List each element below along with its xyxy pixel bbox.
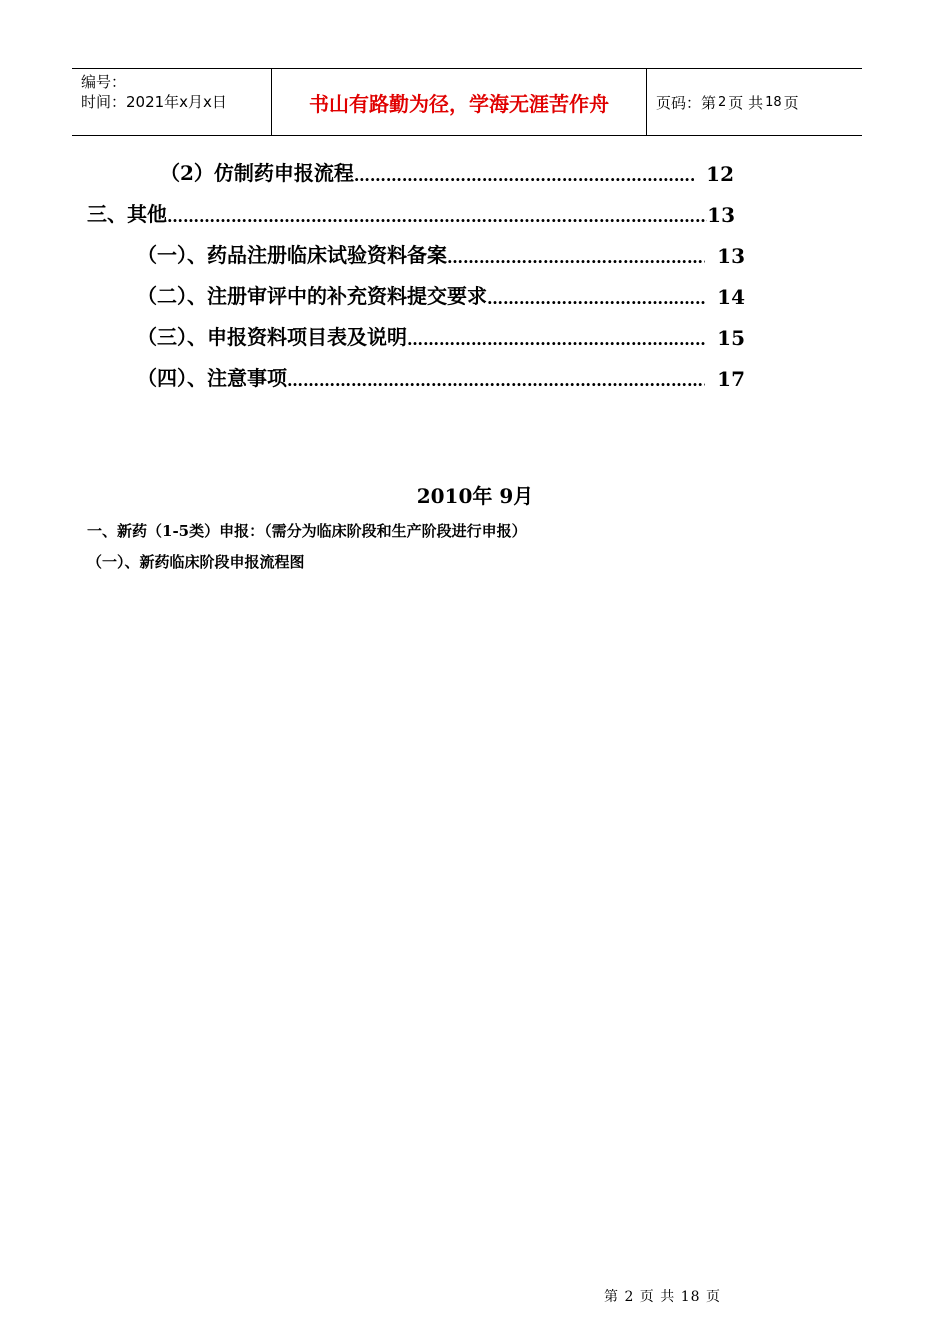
number-label: 编号： — [81, 73, 127, 91]
page-suffix: 页 — [783, 93, 799, 112]
time-label: 时间：2021年x月x日 — [81, 93, 227, 111]
toc-entry-title: （2）仿制药申报流程 — [160, 161, 354, 185]
toc-entry[interactable] — [87, 199, 735, 227]
toc-leader — [487, 289, 705, 309]
toc-leader — [287, 371, 705, 391]
section-heading: 一、新药（1-5类）申报：（需分为临床阶段和生产阶段进行申报） — [87, 522, 527, 540]
toc-entry[interactable] — [160, 158, 734, 186]
subsection-heading: （一）、新药临床阶段申报流程图 — [87, 553, 305, 571]
page-total: 18 — [765, 94, 782, 110]
toc-entry-title: （四）、注意事项 — [137, 366, 287, 390]
toc-entry[interactable] — [137, 363, 745, 391]
toc-entry-title: （一）、药品注册临床试验资料备案 — [137, 243, 447, 267]
toc-entry[interactable] — [137, 322, 745, 350]
page-footer: 第 2 页 共 18 页 — [604, 1289, 721, 1305]
header-page-info — [647, 69, 862, 135]
toc-entry-page: 13 — [707, 203, 735, 227]
toc-leader — [354, 166, 694, 186]
page-header — [72, 68, 862, 136]
document-date: 2010年 9月 — [416, 484, 534, 508]
toc-leader — [407, 330, 705, 350]
toc-entry[interactable] — [137, 281, 745, 309]
header-motto: 书山有路勤为径，学海无涯苦作舟 — [272, 69, 647, 135]
toc-leader — [447, 248, 705, 268]
page-mid: 页 共 — [728, 93, 764, 112]
toc-entry-page: 13 — [717, 244, 745, 268]
toc-entry-title: 三、其他 — [87, 202, 167, 226]
toc-leader — [167, 207, 707, 227]
toc-entry[interactable] — [137, 240, 745, 268]
toc-entry-page: 14 — [717, 285, 745, 309]
page-prefix: 页码：第 — [656, 93, 717, 112]
page-current: 2 — [718, 94, 727, 110]
toc-entry-title: （三）、申报资料项目表及说明 — [137, 325, 407, 349]
header-info-cell — [72, 69, 272, 135]
toc-entry-title: （二）、注册审评中的补充资料提交要求 — [137, 284, 487, 308]
toc-entry-page: 12 — [706, 162, 734, 186]
toc-entry-page: 15 — [717, 326, 745, 350]
toc-entry-page: 17 — [717, 367, 745, 391]
